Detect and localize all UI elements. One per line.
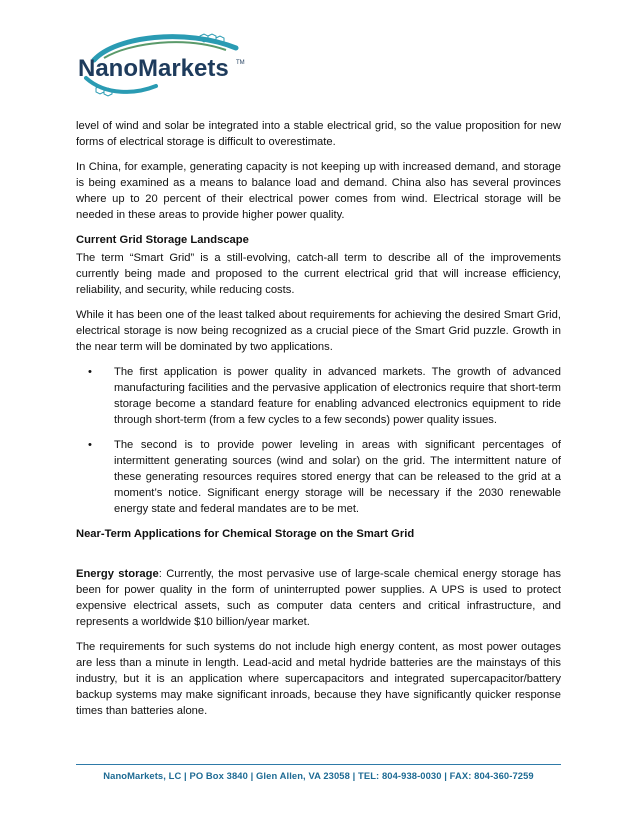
paragraph-energy-storage [76,566,561,630]
logo-wordmark: NanoMarkets [78,55,229,82]
heading-grid-storage-landscape: Current Grid Storage Landscape [76,234,249,246]
energy-storage-lead: Energy storage [76,568,159,580]
document-body [76,118,561,728]
list-item-text: The first application is power quality in advanced markets. The growth of advanced manufacturing facilities and the pervasive application of electronics require that short-term storage become a standard feature for enabling advanced electronics equipment to ride through short-term (from a few cycles to a few seconds) power quality issues. [114,366,561,426]
footer-divider [76,764,561,765]
applications-list [76,364,561,517]
paragraph-electrical-storage: While it has been one of the least talked about requirements for achieving the desired Smart Grid, electrical storage is now being recognized as a crucial piece of the Smart Grid puzzle. Growth in the near term will be dominated by two applications. [76,309,561,353]
list-item-text: The second is to provide power leveling in areas with significant percentages of intermittent generating sources (wind and solar) on the grid. The intermittent nature of these generating resources requires stored energy that can be released to the grid at a moment’s notice. Significant energy storage will be necessary if the 2030 renewable energy state and federal mandates are to be met. [114,439,561,515]
list-item [76,437,561,517]
nanomarkets-logo [76,30,256,98]
spacer [76,544,561,566]
paragraph-requirements: The requirements for such systems do not include high energy content, as most power outages are less than a minute in length. Lead-acid and metal hydride batteries are the mainstays of this industry, but it is an application where supercapacitors and integrated supercapacitor/battery backup systems may make significant inroads, because they have significantly quicker response times than batteries alone. [76,641,561,717]
bullet-icon: • [88,439,92,451]
bullet-icon: • [88,366,92,378]
heading-near-term-applications: Near-Term Applications for Chemical Storage on the Smart Grid [76,528,415,540]
paragraph-smart-grid-term: The term “Smart Grid” is a still-evolving, catch-all term to describe all of the improvements currently being made and proposed to the current electrical grid that will increase efficiency, reliability, and security, while reducing costs. [76,252,561,296]
logo-trademark: TM [236,60,245,66]
paragraph-china: In China, for example, generating capacity is not keeping up with increased demand, and storage is being examined as a means to balance load and demand. China also has several provinces where up to 20 percent of their electrical power comes from wind. Electrical storage will be needed in these areas to provide higher power quality. [76,161,561,221]
energy-storage-text: : Currently, the most pervasive use of large-scale chemical energy storage has been for power quality in the form of uninterrupted power supplies. A UPS is used to protect expensive electrical assets, such as computer data centers and critical infrastructure, and represents a worldwide $10 billion/year market. [76,568,561,628]
paragraph-wind-solar: level of wind and solar be integrated into a stable electrical grid, so the value proposition for new forms of electrical storage is difficult to overestimate. [76,120,561,148]
footer-contact: NanoMarkets, LC | PO Box 3840 | Glen Allen, VA 23058 | TEL: 804-938-0030 | FAX: 804-360-7259 [103,770,534,781]
logo-graphic [76,30,256,98]
list-item [76,364,561,428]
